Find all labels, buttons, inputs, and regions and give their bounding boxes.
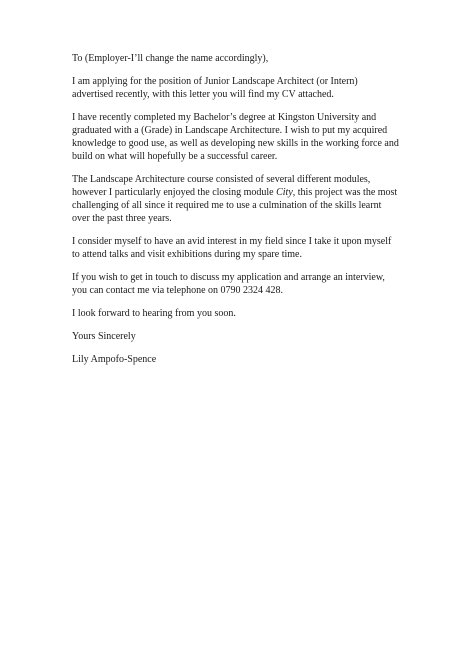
- paragraph-course: [72, 173, 434, 225]
- paragraph-line: [72, 186, 434, 199]
- paragraph-line: If you wish to get in touch to discuss my application and arrange an interview,: [72, 272, 385, 283]
- paragraph-line: knowledge to good use, as well as developing new skills in the working force and: [72, 138, 399, 149]
- salutation: [72, 52, 434, 65]
- paragraph-interest: [72, 235, 434, 261]
- paragraph-line: I am applying for the position of Junior Landscape Architect (or Intern): [72, 76, 358, 87]
- closing-text: Yours Sincerely: [72, 331, 136, 342]
- signature-text: Lily Ampofo-Spence: [72, 354, 157, 365]
- paragraph-education: [72, 111, 434, 163]
- paragraph-line: you can contact me via telephone on 0790 2324 428.: [72, 285, 284, 296]
- paragraph-line: I have recently completed my Bachelor’s degree at Kingston University and: [72, 112, 377, 123]
- closing: [72, 330, 434, 343]
- paragraph-line: graduated with a (Grade) in Landscape Architecture. I wish to put my acquired: [72, 125, 388, 136]
- paragraph-line: The Landscape Architecture course consisted of several different modules,: [72, 174, 371, 185]
- paragraph-line: over the past three years.: [72, 213, 172, 224]
- salutation-text: To (Employer-I’ll change the name accordingly),: [72, 53, 269, 64]
- paragraph-contact: [72, 271, 434, 297]
- module-name: City: [276, 187, 293, 198]
- paragraph-closing-remark: [72, 307, 434, 320]
- paragraph-line: build on what will hopefully be a successful career.: [72, 151, 278, 162]
- paragraph-application: [72, 75, 434, 101]
- paragraph-line: to attend talks and visit exhibitions during my spare time.: [72, 249, 302, 260]
- paragraph-line: I consider myself to have an avid interest in my field since I take it upon myself: [72, 236, 392, 247]
- paragraph-line: advertised recently, with this letter you will find my CV attached.: [72, 89, 334, 100]
- paragraph-text: , this project was the most: [292, 187, 398, 198]
- paragraph-line: I look forward to hearing from you soon.: [72, 308, 236, 319]
- signature: [72, 353, 434, 366]
- paragraph-text: however I particularly enjoyed the closing module: [72, 187, 277, 198]
- paragraph-line: challenging of all since it required me to use a culmination of the skills learnt: [72, 200, 382, 211]
